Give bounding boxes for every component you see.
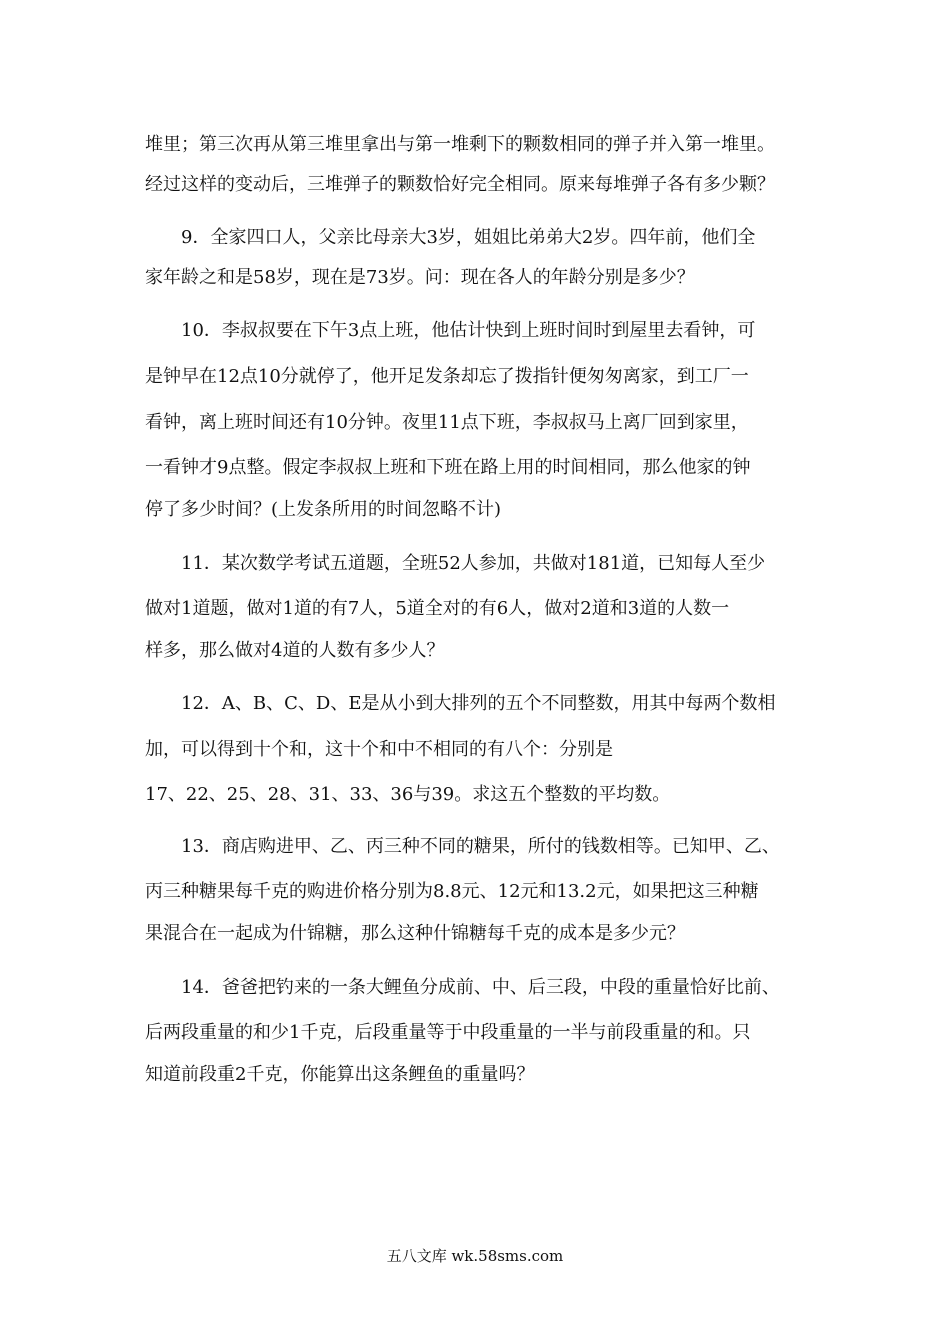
- problem-9-line: 9．全家四口人，父亲比母亲大3岁，姐姐比弟弟大2岁。四年前，他们全: [181, 227, 756, 248]
- problem-10-line: 停了多少时间？(上发条所用的时间忽略不计): [145, 499, 502, 520]
- problem-10-line: 10．李叔叔要在下午3点上班，他估计快到上班时间时到屋里去看钟，可: [181, 320, 756, 341]
- problem-11-line: 11．某次数学考试五道题，全班52人参加，共做对181道，已知每人至少: [181, 553, 766, 574]
- problem-9-line: 家年龄之和是58岁，现在是73岁。问：现在各人的年龄分别是多少？: [145, 267, 695, 288]
- problem-12-line: 12．A、B、C、D、E是从小到大排列的五个不同整数，用其中每两个数相: [181, 693, 776, 714]
- problem-10-line: 看钟，离上班时间还有10分钟。夜里11点下班，李叔叔马上离厂回到家里，: [145, 412, 749, 433]
- text-line: 堆里；第三次再从第三堆里拿出与第一堆剩下的颗数相同的弹子并入第一堆里。: [145, 134, 775, 155]
- problem-14-line: 14．爸爸把钓来的一条大鲤鱼分成前、中、后三段，中段的重量恰好比前、: [181, 977, 780, 998]
- footer-watermark: 五八文库 wk.58sms.com: [386, 1247, 564, 1265]
- text-line: 经过这样的变动后，三堆弹子的颗数恰好完全相同。原来每堆弹子各有多少颗？: [145, 174, 775, 195]
- problem-13-line: 果混合在一起成为什锦糖，那么这种什锦糖每千克的成本是多少元？: [145, 923, 685, 944]
- problem-12-line: 17、22、25、28、31、33、36与39。求这五个整数的平均数。: [145, 784, 671, 805]
- problem-14-line: 知道前段重2千克，你能算出这条鲤鱼的重量吗？: [145, 1064, 535, 1085]
- problem-10-line: 是钟早在12点10分就停了，他开足发条却忘了拨指针便匆匆离家，到工厂一: [145, 366, 749, 387]
- problem-14-line: 后两段重量的和少1千克，后段重量等于中段重量的一半与前段重量的和。只: [145, 1022, 751, 1043]
- problem-13-line: 13．商店购进甲、乙、丙三种不同的糖果，所付的钱数相等。已知甲、乙、: [181, 836, 780, 857]
- problem-11-line: 样多，那么做对4道的人数有多少人？: [145, 640, 445, 661]
- problem-13-line: 丙三种糖果每千克的购进价格分别为8.8元、12元和13.2元，如果把这三种糖: [145, 881, 759, 902]
- problem-10-line: 一看钟才9点整。假定李叔叔上班和下班在路上用的时间相同，那么他家的钟: [145, 457, 751, 478]
- problem-11-line: 做对1道题，做对1道的有7人，5道全对的有6人，做对2道和3道的人数一: [145, 598, 730, 619]
- problem-12-line: 加，可以得到十个和，这十个和中不相同的有八个：分别是: [145, 739, 613, 760]
